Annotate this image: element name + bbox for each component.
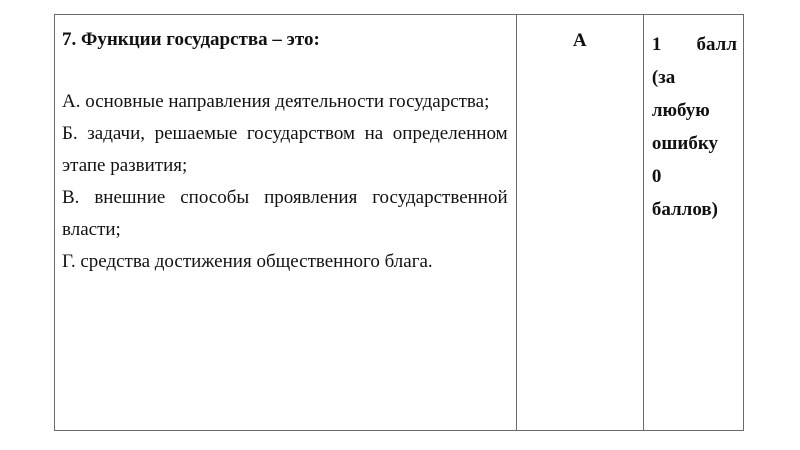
score-line: любую — [651, 100, 710, 121]
question-cell — [55, 15, 517, 431]
question-title: 7. Функции государства – это: — [62, 29, 320, 50]
score-first-line — [652, 28, 737, 61]
option-b: Б. задачи, решаемые государством на определенном этапе развития; — [62, 123, 508, 176]
score-line: ошибку — [651, 133, 718, 154]
score-cell — [643, 15, 743, 431]
option-a: А. основные направления деятельности государства; — [62, 91, 490, 112]
score-number: 1 — [651, 34, 662, 55]
table-row — [55, 15, 744, 431]
answer-value: А — [572, 30, 587, 51]
score-word: балл — [696, 34, 737, 55]
answer-key-table — [54, 14, 744, 431]
score-line: (за — [651, 67, 676, 88]
option-c: В. внешние способы проявления государственной власти; — [62, 187, 508, 240]
answer-cell — [516, 15, 643, 431]
score-line: 0 — [651, 166, 662, 187]
score-line: баллов) — [651, 199, 718, 220]
option-d: Г. средства достижения общественного блага. — [62, 251, 433, 272]
